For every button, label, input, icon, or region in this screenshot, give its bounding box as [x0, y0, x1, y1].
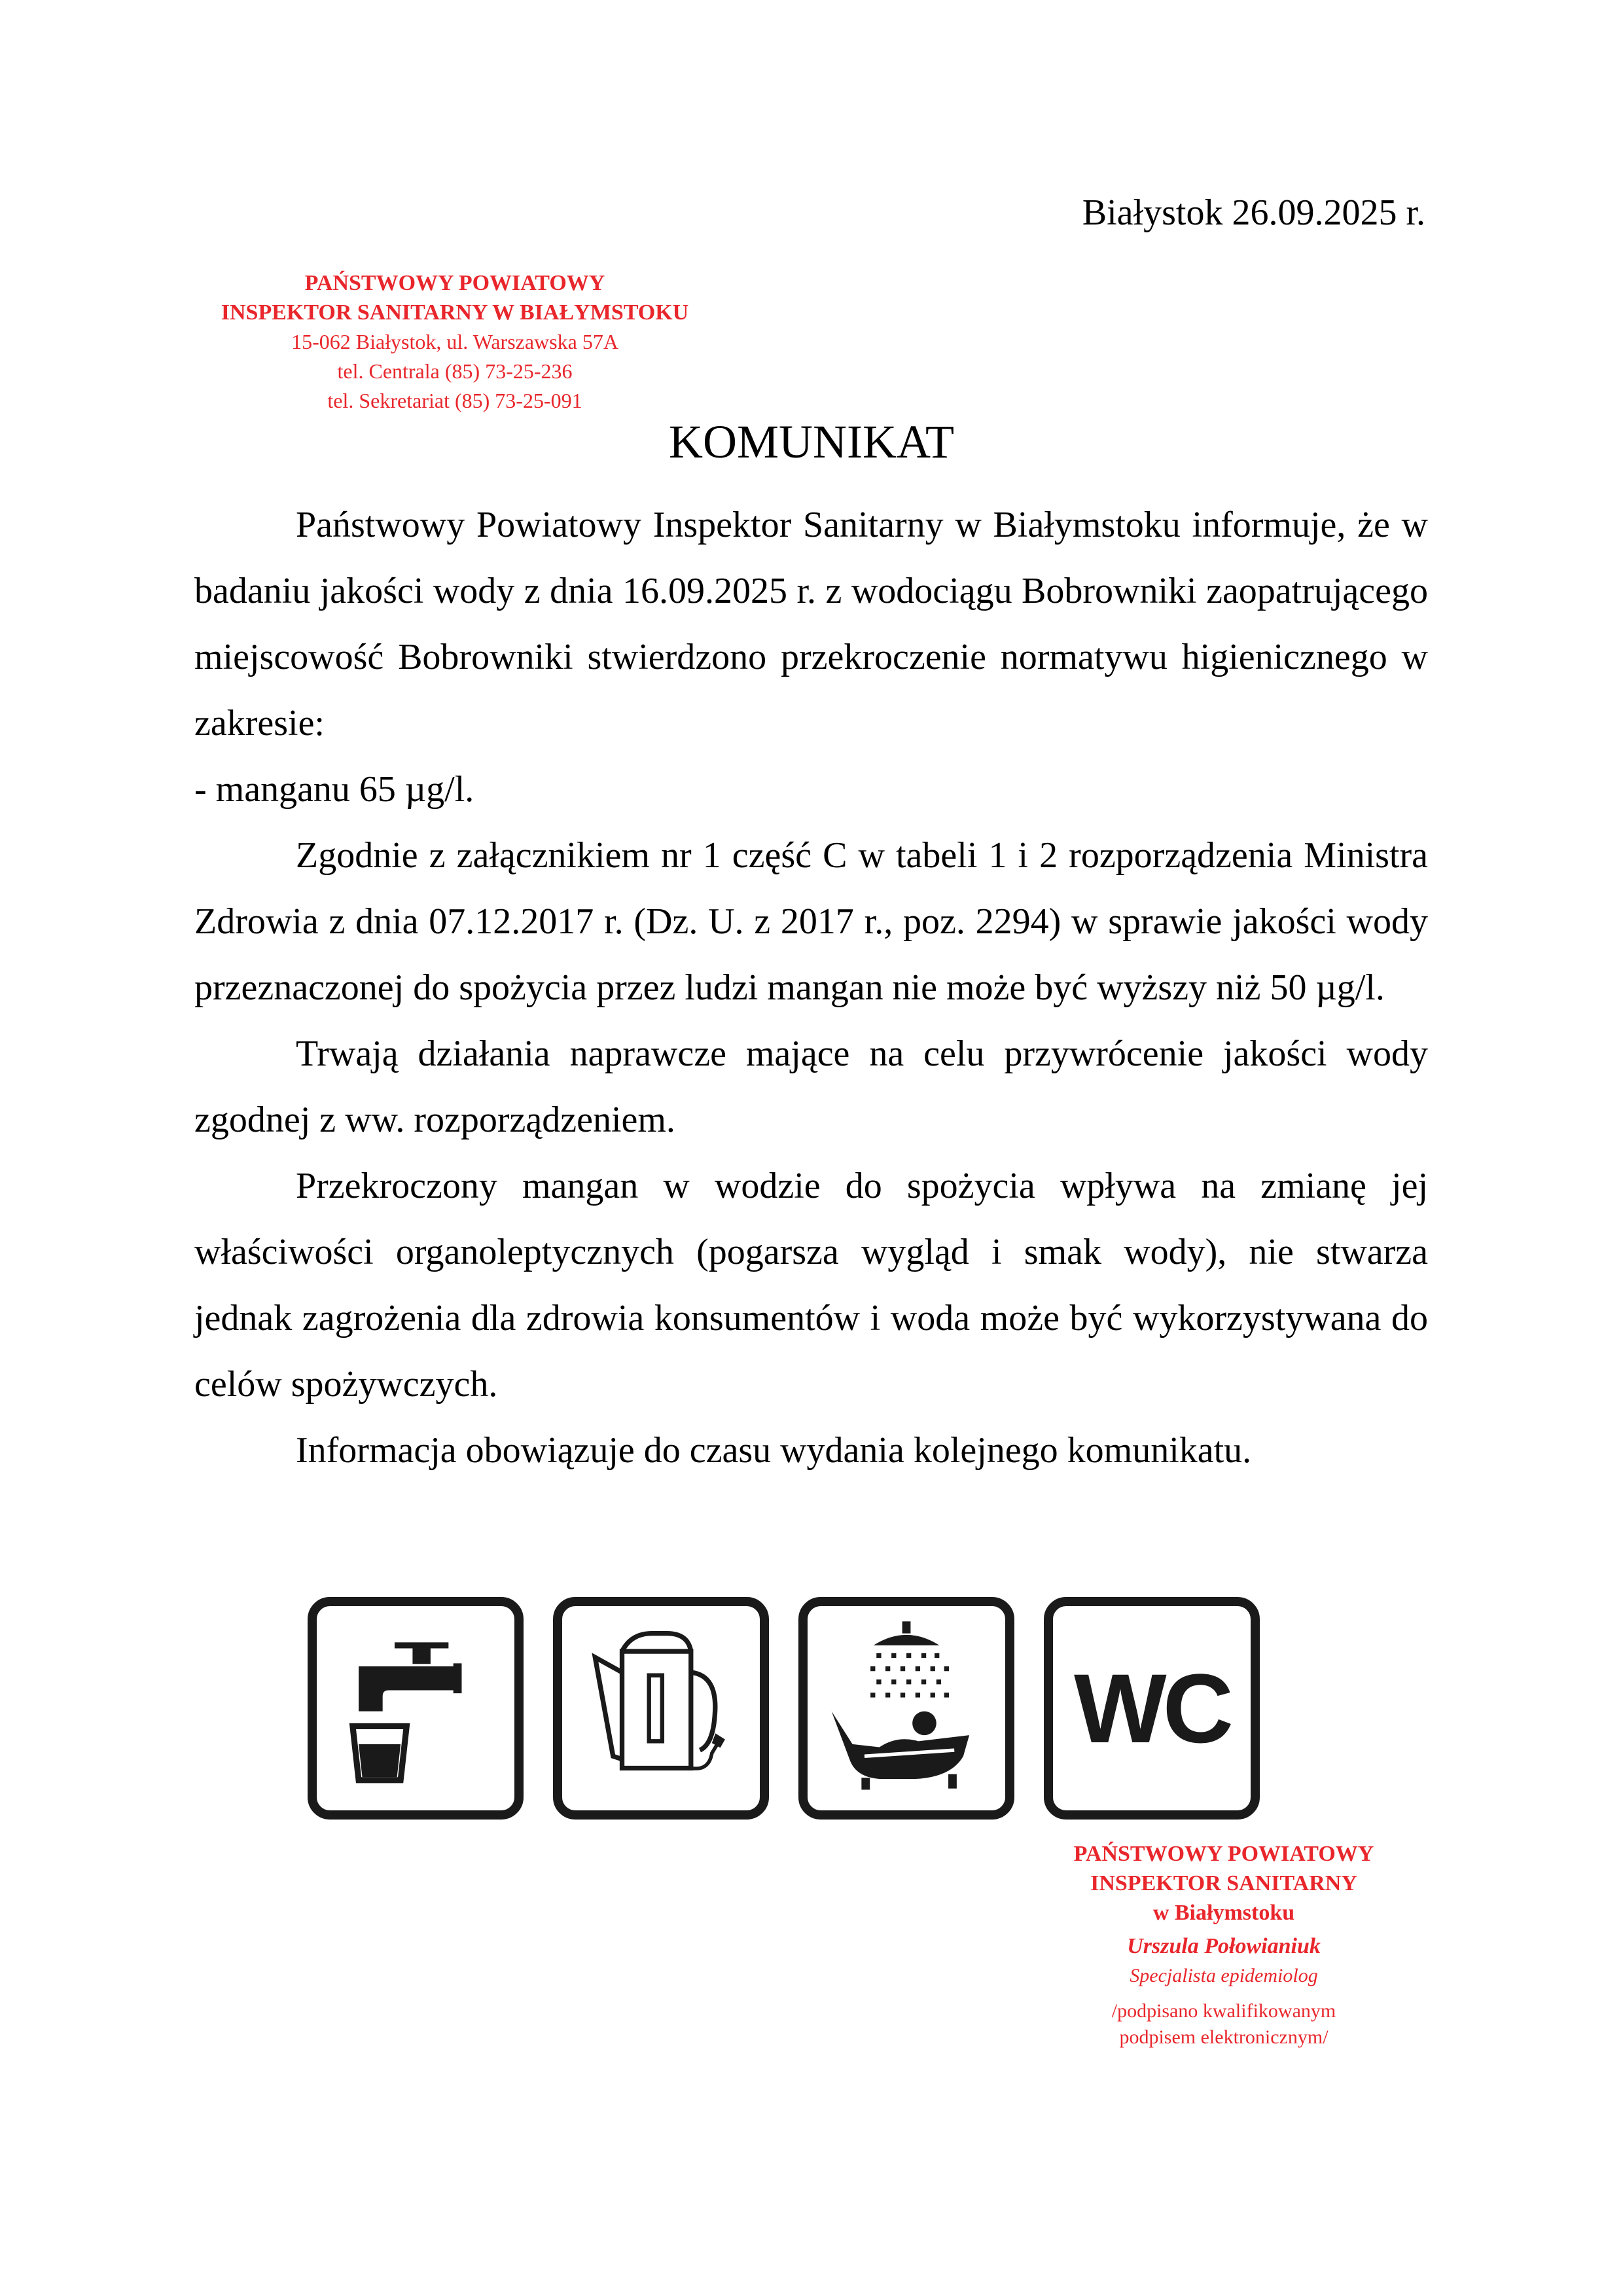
paragraph-4: Przekroczony mangan w wodzie do spożycia wpływa na zmianę jej właściwości organoleptycznych (pogarsza wygląd i smak wody), nie stwarza jednak zagrożenia dla zdrowia konsumentów i woda może być wykorzystywana do celów spożywczych.	[194, 1166, 1428, 1405]
kettle-icon-graphic	[562, 1606, 760, 1810]
signature-stamp-line3: w Białymstoku	[1152, 1901, 1295, 1925]
shower-bath-icon	[798, 1597, 1014, 1820]
signature-note-line2: podpisem elektronicznym/	[1119, 2026, 1329, 2048]
paragraph-1: Państwowy Powiatowy Inspektor Sanitarny w Białymstoku informuje, że w badaniu jakości wody z dnia 16.09.2025 r. z wodociągu Bobrowniki zaopatrującego miejscowość Bobrowniki stwierdzono przekroczenie normatywu higienicznego w zakresie:	[194, 505, 1428, 744]
wc-label: WC	[1074, 1653, 1230, 1763]
signatory-role: Specjalista epidemiolog	[1130, 1965, 1318, 1986]
signatory-name: Urszula Połowianiuk	[1127, 1934, 1321, 1958]
tap-glass-icon	[308, 1597, 524, 1820]
issuer-phone-central: tel. Centrala (85) 73-25-236	[337, 359, 573, 383]
usage-icons	[308, 1597, 1270, 1833]
shower-bath-icon-graphic	[808, 1606, 1005, 1810]
document-date: Białystok 26.09.2025 r.	[1082, 192, 1425, 233]
paragraph-1-item: - manganu 65 µg/l.	[194, 769, 474, 810]
issuer-stamp-line2: INSPEKTOR SANITARNY W BIAŁYMSTOKU	[221, 300, 689, 325]
issuer-address: 15-062 Białystok, ul. Warszawska 57A	[291, 330, 618, 353]
paragraph-2: Zgodnie z załącznikiem nr 1 część C w tabeli 1 i 2 rozporządzenia Ministra Zdrowia z dnia 07.12.2017 r. (Dz. U. z 2017 r., poz. 2294) w sprawie jakości wody przeznaczonej do spożycia przez ludzi mangan nie może być wyższy niż 50 µg/l.	[194, 835, 1428, 1008]
issuer-stamp-line1: PAŃSTWOWY POWIATOWY	[304, 271, 605, 295]
wc-icon	[1044, 1597, 1260, 1820]
issuer-stamp	[190, 268, 720, 416]
tap-glass-icon-graphic	[317, 1606, 514, 1810]
kettle-icon	[553, 1597, 769, 1820]
signature-stamp	[942, 1839, 1505, 2051]
signature-note-line1: /podpisano kwalifikowanym	[1111, 2000, 1336, 2022]
issuer-phone-secretariat: tel. Sekretariat (85) 73-25-091	[327, 389, 582, 412]
document-title: KOMUNIKAT	[669, 416, 954, 468]
paragraph-5: Informacja obowiązuje do czasu wydania kolejnego komunikatu.	[296, 1430, 1252, 1471]
signature-stamp-line1: PAŃSTWOWY POWIATOWY	[1073, 1842, 1374, 1866]
paragraph-3: Trwają działania naprawcze mające na celu przywrócenie jakości wody zgodnej z ww. rozporządzeniem.	[194, 1033, 1428, 1140]
document-body	[194, 492, 1428, 1484]
signature-stamp-line2: INSPEKTOR SANITARNY	[1090, 1871, 1357, 1895]
